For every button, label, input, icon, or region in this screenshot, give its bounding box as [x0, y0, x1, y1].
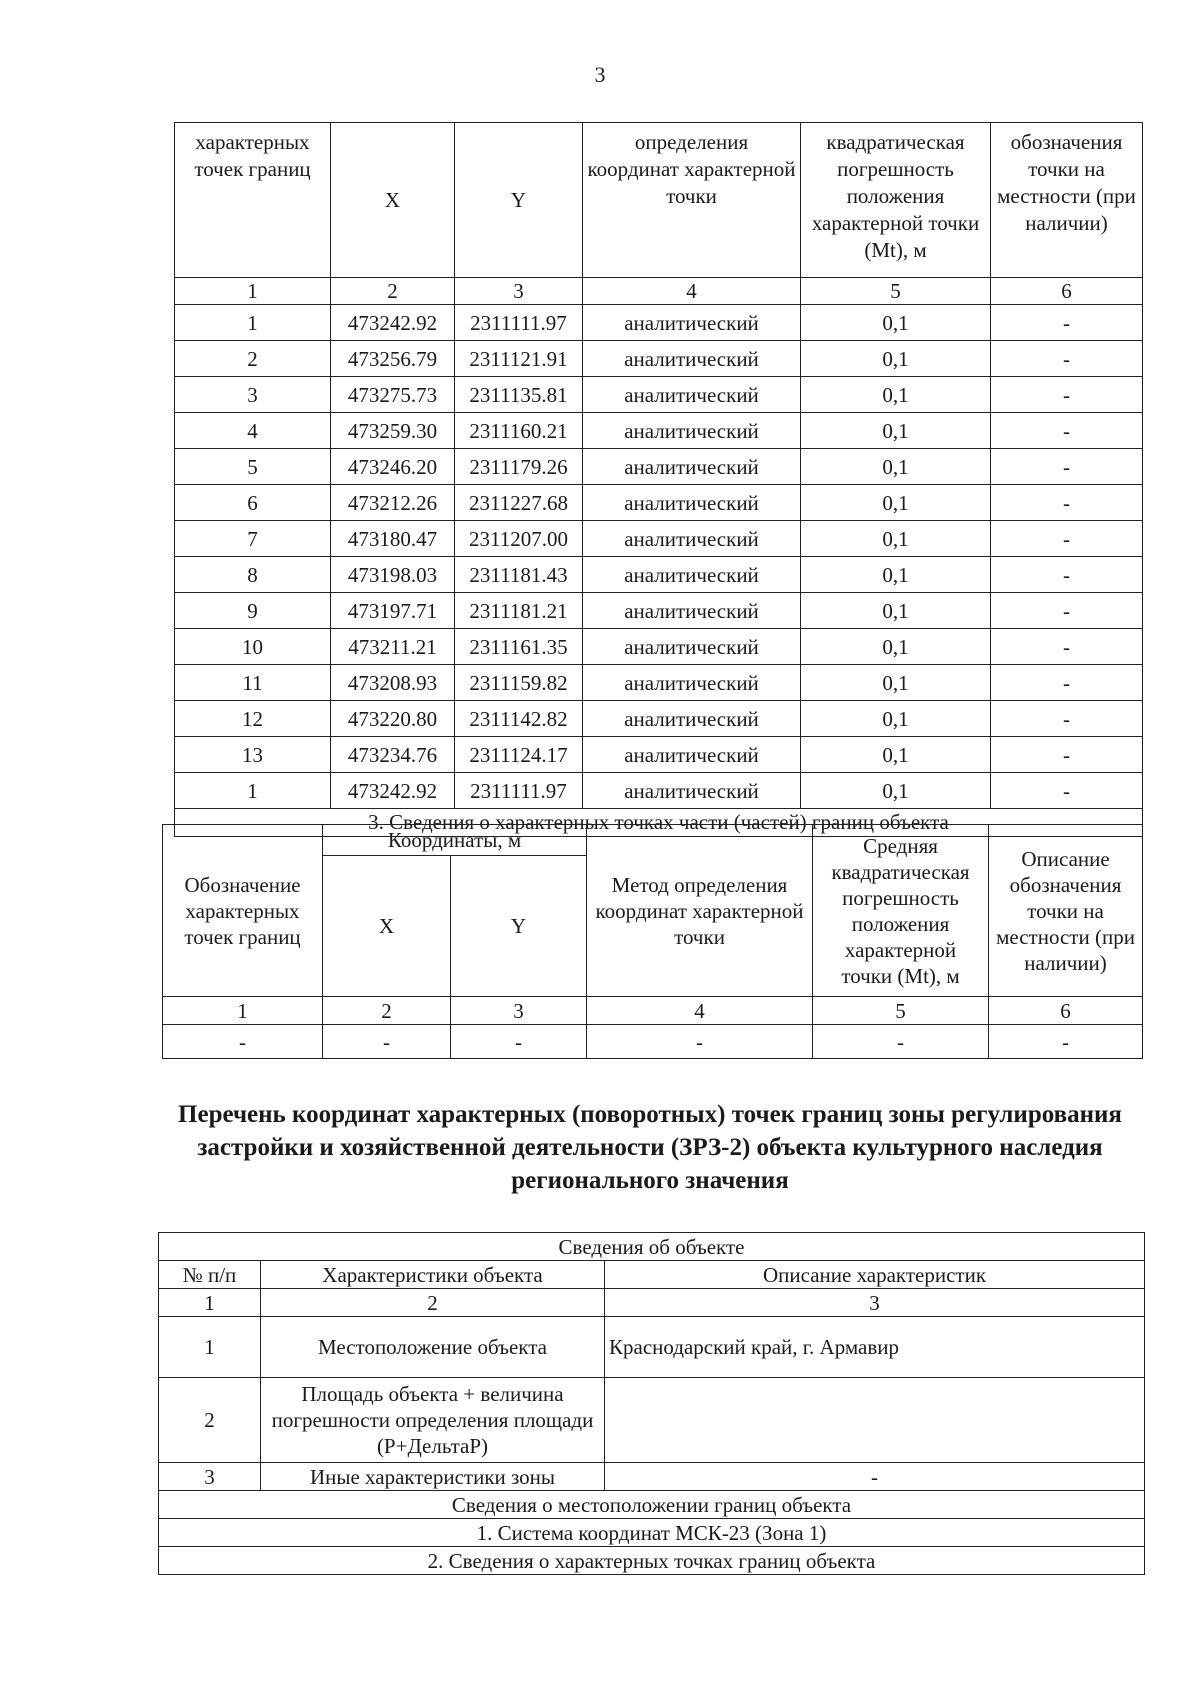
table-cell: аналитический: [583, 629, 801, 665]
column-number: 2: [261, 1289, 605, 1317]
table-cell: 10: [175, 629, 331, 665]
table-cell: аналитический: [583, 485, 801, 521]
column-number-row: [163, 997, 1143, 1025]
table-row: [175, 305, 1143, 341]
table-row: [175, 521, 1143, 557]
table-cell: 2311227.68: [455, 485, 583, 521]
table-cell: 2311135.81: [455, 377, 583, 413]
table-cell: 13: [175, 737, 331, 773]
table-cell: 2311181.21: [455, 593, 583, 629]
column-number: 3: [455, 278, 583, 305]
table-cell: -: [587, 1025, 813, 1059]
header-cell: Y: [455, 123, 583, 278]
table-cell: 5: [175, 449, 331, 485]
table-cell: 473275.73: [331, 377, 455, 413]
column-number: 5: [801, 278, 991, 305]
table-cell: Иные характеристики зоны: [261, 1463, 605, 1491]
table-cell: 0,1: [801, 449, 991, 485]
table-cell: 2311124.17: [455, 737, 583, 773]
column-number: 6: [991, 278, 1143, 305]
table-cell: 473211.21: [331, 629, 455, 665]
table-cell: 473198.03: [331, 557, 455, 593]
boundary-points-table: [174, 122, 1143, 837]
table-header-row: [163, 825, 1143, 856]
table-header-row: [175, 123, 1143, 278]
column-number-row: [159, 1289, 1145, 1317]
column-number-row: [175, 278, 1143, 305]
table-cell: 2311160.21: [455, 413, 583, 449]
page-number: 3: [594, 62, 606, 87]
table-row: [175, 665, 1143, 701]
table-cell: 473246.20: [331, 449, 455, 485]
table-cell: аналитический: [583, 557, 801, 593]
table-row: [175, 377, 1143, 413]
table-cell: 0,1: [801, 593, 991, 629]
table-cell: 473208.93: [331, 665, 455, 701]
header-cell: Характеристики объекта: [261, 1261, 605, 1289]
table-cell: аналитический: [583, 377, 801, 413]
object-info-table: [158, 1232, 1145, 1575]
table-row: [159, 1463, 1145, 1491]
table-row: [175, 341, 1143, 377]
table-cell: 0,1: [801, 485, 991, 521]
table-cell: Краснодарский край, г. Армавир: [605, 1317, 1145, 1378]
table-cell: 0,1: [801, 629, 991, 665]
table-cell: 2: [175, 341, 331, 377]
table-cell: [605, 1378, 1145, 1463]
table-cell: аналитический: [583, 701, 801, 737]
table-cell: 12: [175, 701, 331, 737]
header-cell: Описание характеристик: [605, 1261, 1145, 1289]
column-number: 6: [989, 997, 1143, 1025]
table-cell: -: [991, 737, 1143, 773]
table-cell: 0,1: [801, 701, 991, 737]
table-row: [163, 1025, 1143, 1059]
header-cell: X: [323, 856, 451, 997]
table-cell: аналитический: [583, 737, 801, 773]
table-cell: 473212.26: [331, 485, 455, 521]
table-cell: 473197.71: [331, 593, 455, 629]
table-cell: 2311111.97: [455, 305, 583, 341]
table-cell: 2311161.35: [455, 629, 583, 665]
table-cell: -: [991, 593, 1143, 629]
table-cell: 2311179.26: [455, 449, 583, 485]
column-number: 4: [587, 997, 813, 1025]
section-title: 2. Сведения о характерных точках границ объекта: [159, 1547, 1145, 1575]
table-cell: 11: [175, 665, 331, 701]
table-cell: 0,1: [801, 341, 991, 377]
table-cell: -: [989, 1025, 1143, 1059]
table-cell: 0,1: [801, 305, 991, 341]
table-cell: аналитический: [583, 773, 801, 809]
table-cell: -: [991, 773, 1143, 809]
column-number: 4: [583, 278, 801, 305]
table-cell: 3: [175, 377, 331, 413]
header-cell: характерных точек границ: [175, 123, 331, 278]
table-row: [175, 449, 1143, 485]
header-cell: № п/п: [159, 1261, 261, 1289]
table-cell: 4: [175, 413, 331, 449]
table-cell: -: [991, 449, 1143, 485]
table-cell: -: [991, 413, 1143, 449]
header-cell: определения координат характерной точки: [583, 123, 801, 278]
table-cell: 3: [159, 1463, 261, 1491]
table-cell: 473242.92: [331, 773, 455, 809]
table-cell: -: [991, 305, 1143, 341]
table-cell: аналитический: [583, 413, 801, 449]
table-cell: аналитический: [583, 449, 801, 485]
table-cell: 473180.47: [331, 521, 455, 557]
table-cell: аналитический: [583, 593, 801, 629]
column-number: 1: [163, 997, 323, 1025]
table-row: [175, 593, 1143, 629]
table-cell: -: [991, 629, 1143, 665]
header-cell: X: [331, 123, 455, 278]
table-cell: -: [163, 1025, 323, 1059]
table-cell: аналитический: [583, 521, 801, 557]
column-number: 2: [331, 278, 455, 305]
table-cell: 2311159.82: [455, 665, 583, 701]
table-cell: -: [991, 521, 1143, 557]
table-cell: 473242.92: [331, 305, 455, 341]
table-title: Сведения об объекте: [159, 1233, 1145, 1261]
table-cell: 0,1: [801, 413, 991, 449]
table-cell: 0,1: [801, 665, 991, 701]
table-cell: -: [323, 1025, 451, 1059]
column-number: 3: [451, 997, 587, 1025]
table-cell: 1: [159, 1317, 261, 1378]
section-title: Сведения о местоположении границ объекта: [159, 1491, 1145, 1519]
table-cell: 0,1: [801, 521, 991, 557]
column-number: 1: [159, 1289, 261, 1317]
table-cell: 6: [175, 485, 331, 521]
table-cell: 2: [159, 1378, 261, 1463]
table-cell: -: [991, 377, 1143, 413]
header-cell: Обозначение характерных точек границ: [163, 825, 323, 997]
table-row: [159, 1317, 1145, 1378]
section-title-row: [159, 1519, 1145, 1547]
table-cell: 0,1: [801, 773, 991, 809]
table-cell: Местоположение объекта: [261, 1317, 605, 1378]
table-cell: -: [991, 557, 1143, 593]
table-cell: -: [991, 485, 1143, 521]
header-cell: Координаты, м: [323, 825, 587, 856]
column-number: 2: [323, 997, 451, 1025]
table-cell: -: [991, 701, 1143, 737]
table-cell: 473256.79: [331, 341, 455, 377]
table-row: [175, 413, 1143, 449]
table-title-row: [159, 1233, 1145, 1261]
table-cell: 473220.80: [331, 701, 455, 737]
table-cell: -: [991, 341, 1143, 377]
table-cell: 7: [175, 521, 331, 557]
table-row: [175, 701, 1143, 737]
table-cell: 473259.30: [331, 413, 455, 449]
section-title-row: [159, 1491, 1145, 1519]
header-cell: Метод определения координат характерной точки: [587, 825, 813, 997]
header-cell: квадратическая погрешность положения характерной точки (Mt), м: [801, 123, 991, 278]
header-cell: Описание обозначения точки на местности (при наличии): [989, 825, 1143, 997]
table-row: [175, 629, 1143, 665]
table-cell: 2311142.82: [455, 701, 583, 737]
table-cell: -: [605, 1463, 1145, 1491]
header-cell: обозначения точки на местности (при наличии): [991, 123, 1143, 278]
table-row: [175, 773, 1143, 809]
document-heading: Перечень координат характерных (поворотных) точек границ зоны регулирования застройки и хозяйственной деятельности (ЗРЗ-2) объекта культурного наследия регионального значения: [178, 1101, 1122, 1194]
table-row: [175, 485, 1143, 521]
table-cell: 2311111.97: [455, 773, 583, 809]
table-cell: 8: [175, 557, 331, 593]
table-cell: 0,1: [801, 377, 991, 413]
table-cell: аналитический: [583, 341, 801, 377]
parts-points-table: [162, 824, 1143, 1059]
table-cell: 1: [175, 305, 331, 341]
table-cell: -: [991, 665, 1143, 701]
section-title: 3. Сведения о характерных точках части (частей) границ объекта: [175, 809, 1143, 837]
table-cell: 2311181.43: [455, 557, 583, 593]
table-cell: 2311121.91: [455, 341, 583, 377]
table-cell: Площадь объекта + величина погрешности определения площади (P+ДельтаP): [261, 1378, 605, 1463]
table-header-row: [159, 1261, 1145, 1289]
table-cell: -: [813, 1025, 989, 1059]
table-cell: 2311207.00: [455, 521, 583, 557]
column-number: 1: [175, 278, 331, 305]
table-cell: аналитический: [583, 305, 801, 341]
table-cell: -: [451, 1025, 587, 1059]
table-cell: аналитический: [583, 665, 801, 701]
header-cell: Средняя квадратическая погрешность положения характерной точки (Mt), м: [813, 825, 989, 997]
coordinate-system: 1. Система координат МСК-23 (Зона 1): [159, 1519, 1145, 1547]
table-cell: 1: [175, 773, 331, 809]
header-cell: Y: [451, 856, 587, 997]
column-number: 5: [813, 997, 989, 1025]
table-row: [159, 1378, 1145, 1463]
section-title-row: [159, 1547, 1145, 1575]
table-cell: 473234.76: [331, 737, 455, 773]
table-row: [175, 557, 1143, 593]
table-cell: 9: [175, 593, 331, 629]
table-cell: 0,1: [801, 557, 991, 593]
column-number: 3: [605, 1289, 1145, 1317]
table-cell: 0,1: [801, 737, 991, 773]
table-row: [175, 737, 1143, 773]
